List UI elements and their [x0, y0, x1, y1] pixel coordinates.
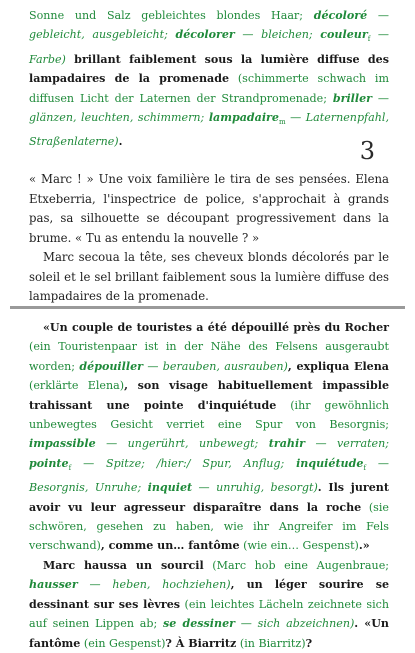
source-phrase: , comme un… fantôme — [100, 539, 240, 553]
source-phrase: Marc haussa un sourcil — [43, 558, 204, 572]
source-phrase: .» — [358, 539, 370, 553]
vocab-definition: — Besorgnis, Unruhe; — [29, 456, 389, 495]
gender-marker: m — [278, 118, 286, 127]
vocab-term: pointe — [29, 456, 69, 470]
gender-marker: f — [68, 463, 72, 472]
gloss-text: (ein leichtes Lächeln zeichnete sich auf seinen Lippen ab; — [29, 597, 390, 631]
gloss-text: (wie ein… Gespenst) — [239, 539, 359, 553]
vocab-term: lampadaire — [208, 111, 279, 125]
gloss-text: (in Biarritz) — [236, 636, 306, 650]
annotated-paragraph — [29, 318, 389, 556]
vocab-term: dépouiller — [79, 359, 143, 373]
gloss-text: (ein Touristenpaar ist in der Nähe des Felsens ausgeraubt worden; — [29, 340, 389, 373]
vocab-definition: — Laternenpfahl, Straßenlaterne) — [29, 111, 389, 149]
gloss-text: (ihr gewöhnlich unbewegtes Gesicht verriet eine Spur von Besorgnis; — [29, 398, 389, 432]
vocab-definition: — verraten; — [305, 437, 390, 451]
source-phrase: . Ils jurent avoir vu leur agresseur disparaître dans la roche — [29, 481, 389, 514]
source-phrase: ? — [305, 636, 313, 650]
vocab-definition: — Spitze; /hier:/ Spur, Anflug; — [71, 456, 297, 470]
chapter-number: 3 — [359, 137, 375, 165]
annotated-text-section — [29, 318, 389, 653]
gender-marker: f — [367, 35, 371, 44]
source-phrase: brillant faiblement sous la lumière diffuse des lampadaires de la promenade — [29, 52, 389, 86]
plain-paragraph: « Marc ! » Une voix familière le tira de ses pensées. Elena Etxeberria, l'inspectrice de police, s'approchait à grands pas, sa silhouette se découpant progressivement dans la brume. « Tu as entendu la nouvelle ? » — [29, 172, 389, 245]
vocab-term: briller — [332, 91, 373, 105]
vocab-term: couleur — [320, 28, 368, 42]
vocab-definition: — unruhig, besorgt) — [192, 481, 318, 495]
vocab-term: hausser — [29, 578, 78, 592]
gloss-text: Sonne und Salz gebleichtes blondes Haar; — [29, 9, 314, 22]
vocab-definition: — Farbe) — [29, 28, 389, 66]
vocab-term: décolorer — [175, 28, 235, 42]
source-phrase: , expliqua Elena — [287, 359, 389, 373]
punctuation: . — [118, 135, 123, 149]
gloss-text: (schimmerte schwach im diffusen Licht der Laternen der Strandpromenade; — [29, 72, 389, 105]
source-phrase: , son visage habituellement impassible trahissant une pointe d'inquiétude — [29, 379, 390, 412]
vocabulary-annotation-top — [29, 6, 389, 152]
vocab-term: impassible — [29, 437, 96, 451]
vocab-definition: — heben, hochziehen) — [77, 578, 231, 592]
gloss-text: (ein Gespenst) — [80, 636, 166, 650]
vocab-definition: — sich abzeichnen) — [234, 617, 355, 631]
gloss-text: (Marc hob eine Augenbraue; — [203, 558, 389, 572]
vocab-definition: — gebleicht, ausgebleicht; — [29, 9, 389, 42]
gloss-text: (erklärte Elena) — [29, 379, 125, 393]
gloss-text: (sie schwören, gesehen zu haben, wie ihr Angreifer im Fels verschwand) — [29, 500, 389, 553]
vocab-definition: — berauben, ausrauben) — [142, 359, 288, 373]
plain-paragraph: Marc secoua la tête, ses cheveux blonds décolorés par le soleil et le sel brillant faiblement sous la lumière diffuse des lampadaires de la promenade. — [29, 250, 389, 303]
source-phrase: ? À Biarritz — [165, 636, 237, 650]
vocab-definition: — ungerührt, unbewegt; — [95, 437, 269, 451]
vocab-term: se dessiner — [163, 617, 235, 631]
vocab-term: inquiet — [147, 481, 193, 495]
section-divider — [10, 306, 405, 309]
plain-text-section — [29, 170, 389, 307]
gender-marker: f — [363, 463, 367, 472]
vocab-definition: — glänzen, leuchten, schimmern; — [29, 91, 390, 125]
source-phrase: . «Un fantôme — [29, 617, 389, 650]
vocab-term: décoloré — [313, 9, 368, 22]
source-phrase: , un léger sourire se dessinant sur ses lèvres — [29, 578, 390, 611]
source-phrase: «Un couple de touristes a été dépouillé près du Rocher — [43, 321, 389, 334]
vocab-term: inquiétude — [296, 456, 364, 470]
vocab-term: trahir — [268, 437, 306, 451]
vocab-definition: — bleichen; — [234, 28, 321, 42]
annotated-paragraph — [29, 556, 389, 653]
